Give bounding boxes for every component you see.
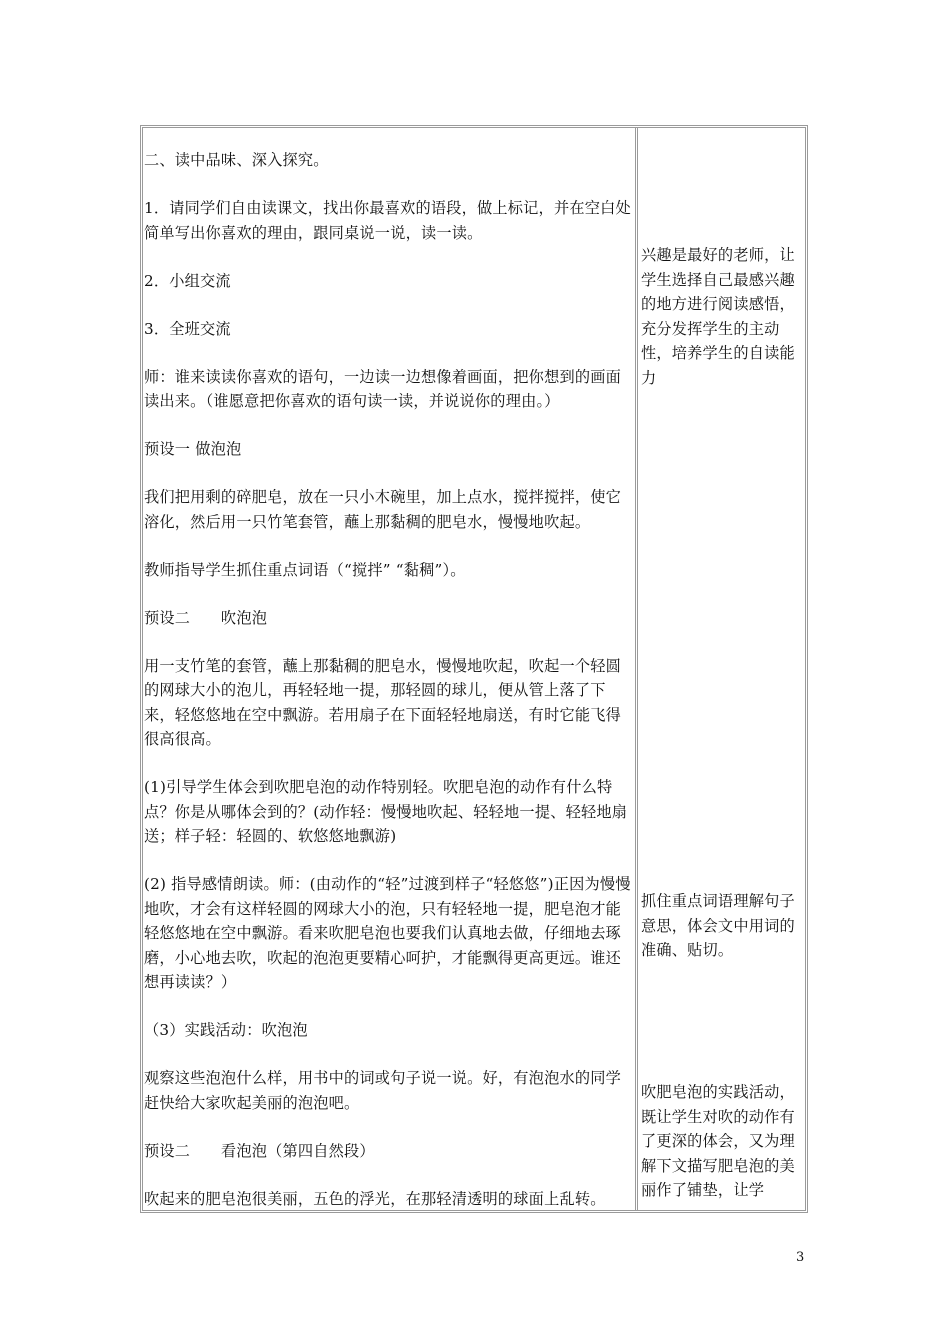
guide-point-3: （3）实践活动：吹泡泡 [144,1021,308,1039]
step-2: 2．小组交流 [144,271,231,290]
step-1: 1．请同学们自由读课文，找出你最喜欢的语段，做上标记，并在空白处简单写出你喜欢的理由，跟同桌说一说，读一读。 [144,199,631,242]
side-note-activity: 吹肥皂泡的实践活动，既让学生对吹的动作有了更深的体会，又为理解下文描写肥皂泡的美丽作了铺垫，让学 [641,1083,795,1199]
preset-2-text: 用一支竹笔的套管，蘸上那黏稠的肥皂水，慢慢地吹起，吹起一个轻圆的网球大小的泡儿，再轻轻地一提，那轻圆的球儿，便从管上落了下来，轻悠悠地在空中飘游。若用扇子在下面轻轻地扇送，有时它能飞得很高很高。 [144,656,622,748]
guide-point-1: (1)引导学生体会到吹肥皂泡的动作特别轻。吹肥皂泡的动作有什么特点？你是从哪体会到的？(动作轻：慢慢地吹起、轻轻地一提、轻轻地扇送；样子轻：轻圆的、软悠悠地飘游) [144,778,628,845]
preset-2-heading: 预设二 吹泡泡 [144,608,268,627]
step-3: 3．全班交流 [144,319,231,338]
preset-1-text: 我们把用剩的碎肥皂，放在一只小木碗里，加上点水，搅拌搅拌，使它溶化，然后用一只竹笔套管，蘸上那黏稠的肥皂水，慢慢地吹起。 [144,488,622,531]
guide-point-2: (2) 指导感情朗读。师：(由动作的“轻”过渡到样子“轻悠悠”)正因为慢慢地吹，才会有这样轻圆的网球大小的泡，只有轻轻地一提，肥皂泡才能轻悠悠地在空中飘游。看来吹肥皂泡也要我们认真地去做，仔细地去琢磨，小心地去吹，吹起的泡泡更要精心呵护，才能飘得更高更远。谁还想再读读？） [144,875,631,991]
page-number: 3 [796,1250,805,1265]
preset-3-text: 吹起来的肥皂泡很美丽，五色的浮光，在那轻清透明的球面上乱转。 [144,1189,606,1208]
side-note-interest: 兴趣是最好的老师，让学生选择自己最感兴趣的地方进行阅读感悟，充分发挥学生的主动性，培养学生的自读能力 [641,246,795,387]
side-note-keywords: 抓住重点词语理解句子意思，体会文中用词的准确、贴切。 [641,892,795,959]
teacher-prompt: 师：谁来读读你喜欢的语句，一边读一边想像着画面，把你想到的画面读出来。（谁愿意把你喜欢的语句读一读，并说说你的理由。） [144,367,622,410]
column-divider [635,128,638,1210]
section-heading: 二、读中品味、深入探究。 [144,151,329,169]
preset-3-heading: 预设二 看泡泡（第四自然段） [144,1141,375,1160]
main-column [144,148,634,1211]
teacher-guidance: 教师指导学生抓住重点词语（“搅拌” “黏稠”）。 [144,560,466,579]
preset-1-heading: 预设一 做泡泡 [144,440,242,458]
observation-text: 观察这些泡泡什么样，用书中的词或句子说一说。好，有泡泡水的同学赶快给大家吹起美丽的泡泡吧。 [144,1069,622,1112]
